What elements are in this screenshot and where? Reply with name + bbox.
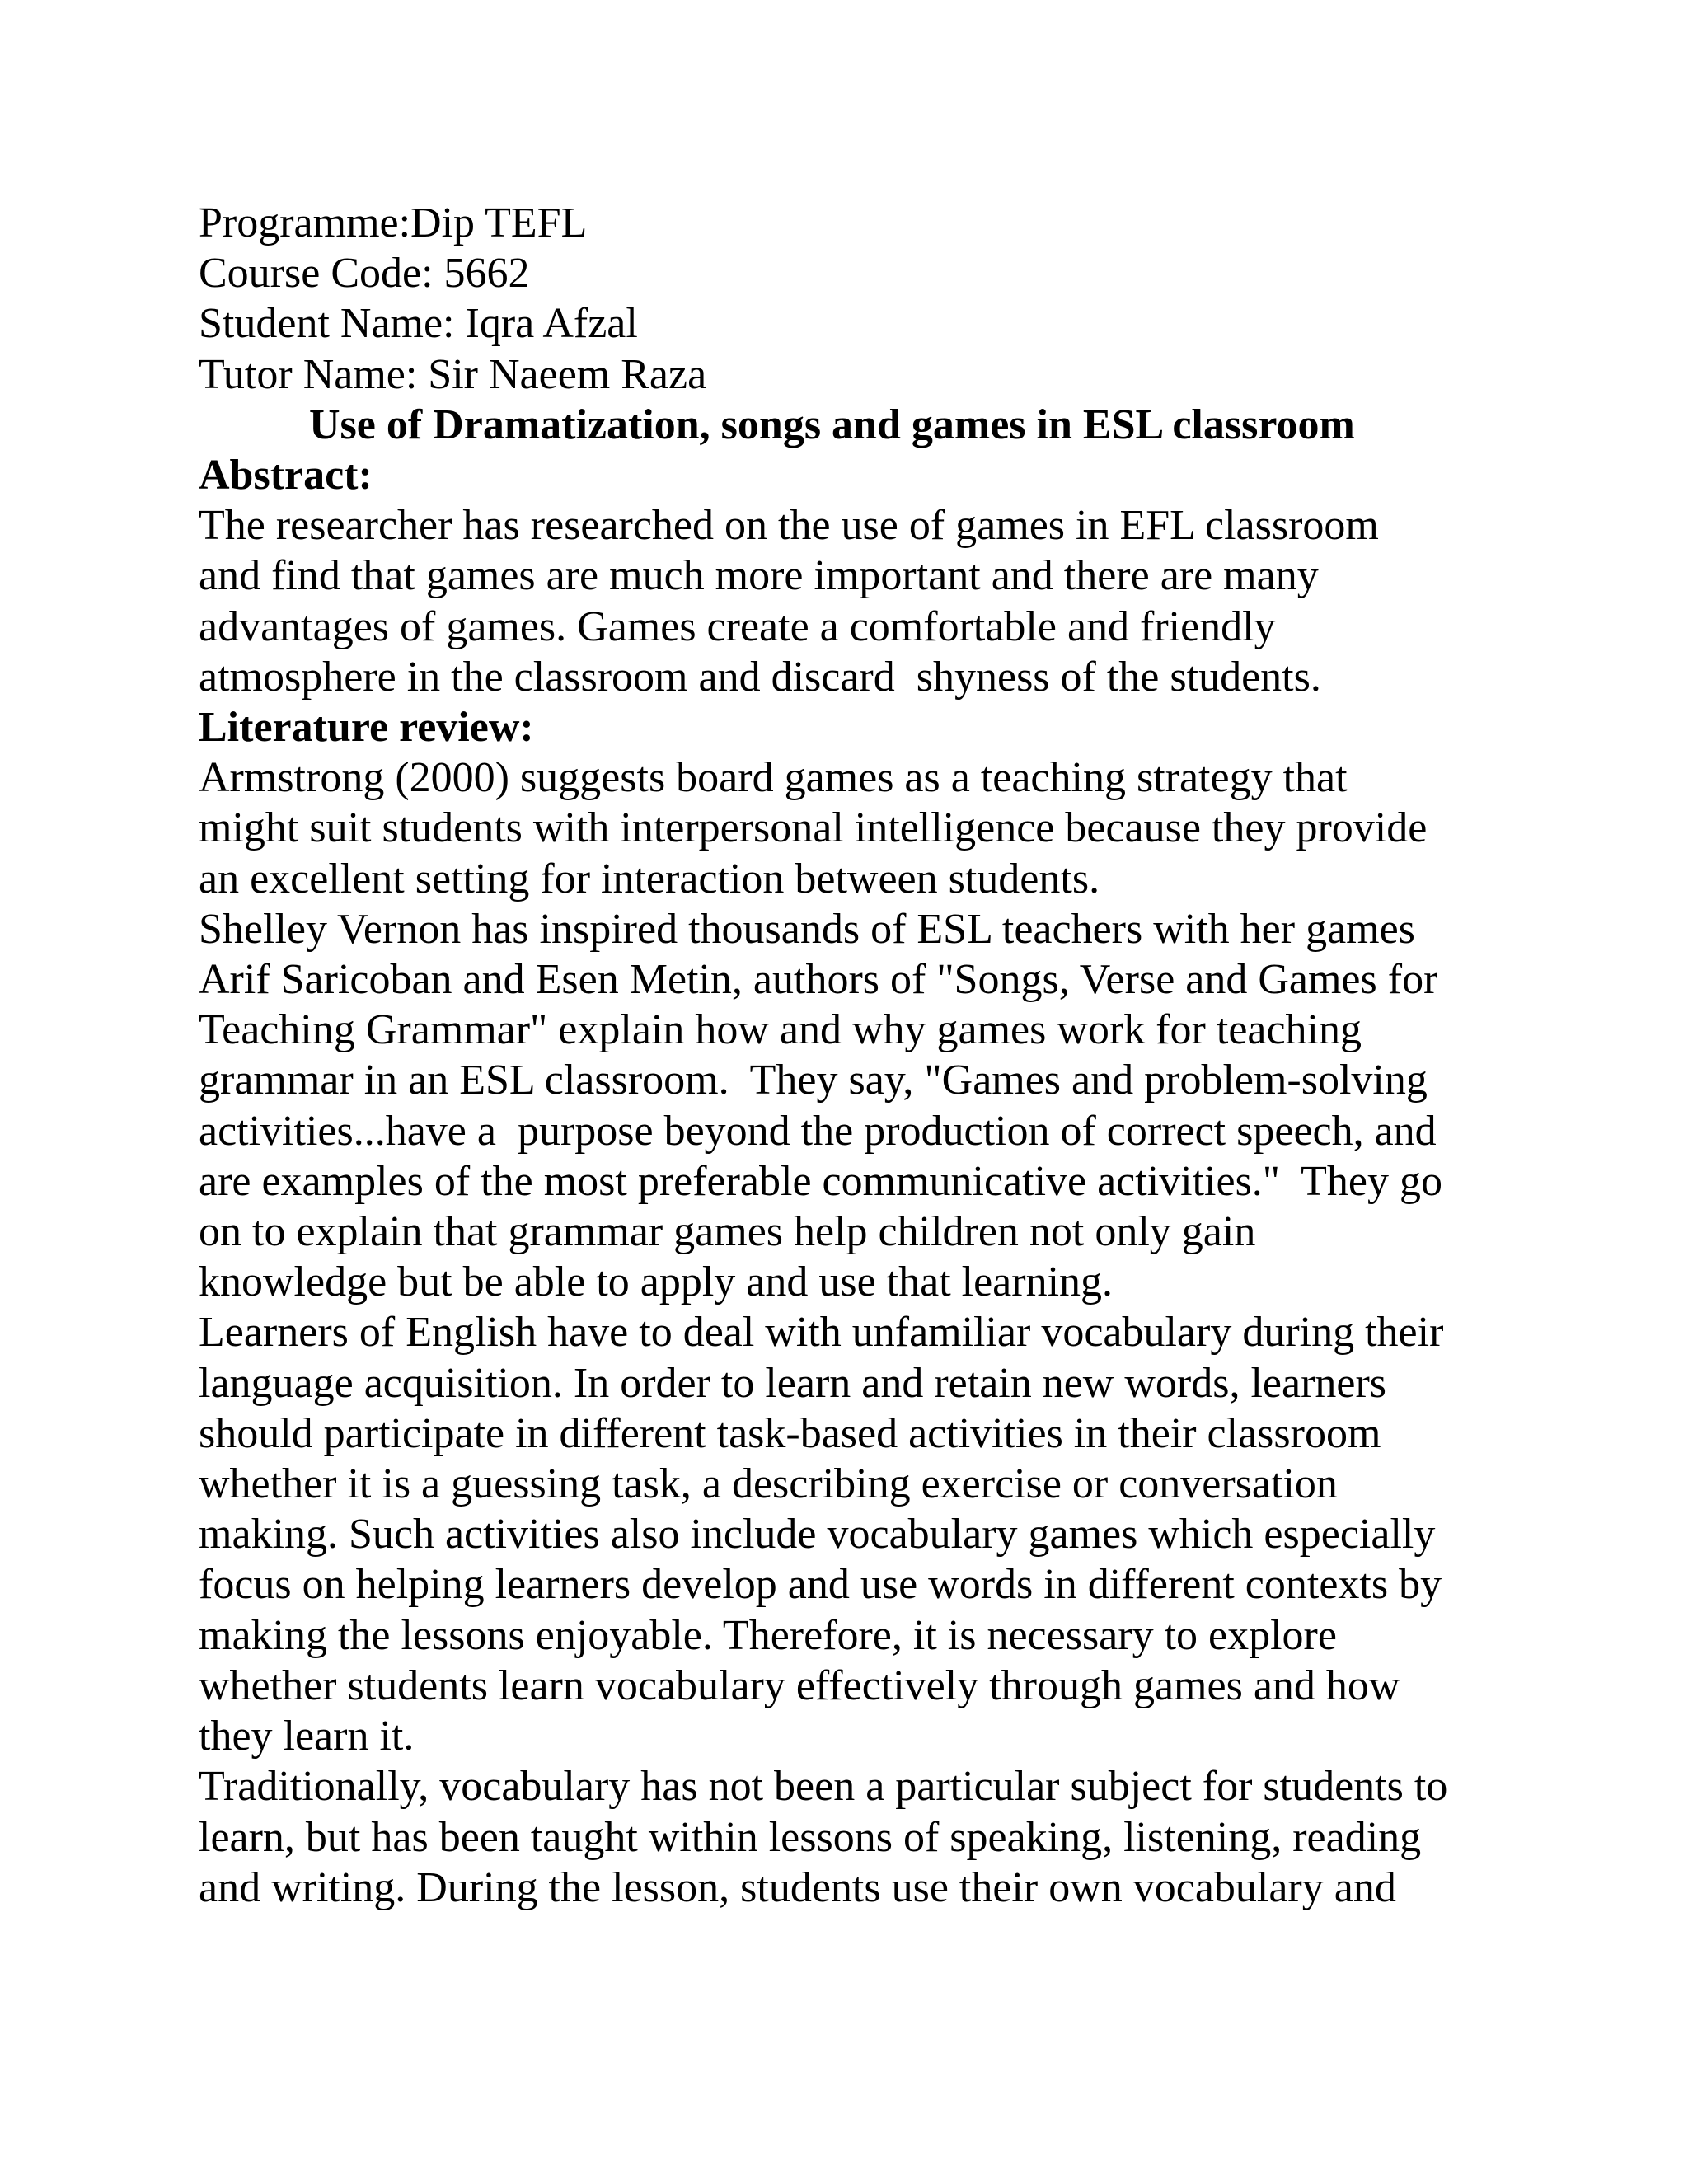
document-title: Use of Dramatization, songs and games in ESL classroom: [309, 401, 1355, 448]
abstract-heading: Abstract:: [199, 452, 373, 499]
literature-line: grammar in an ESL classroom. They say, "Games and problem-solving: [199, 1057, 1428, 1104]
literature-line: making. Such activities also include vocabulary games which especially: [199, 1511, 1436, 1558]
literature-line: Arif Saricoban and Esen Metin, authors of "Songs, Verse and Games for: [199, 956, 1438, 1004]
literature-line: Learners of English have to deal with unfamiliar vocabulary during their: [199, 1309, 1444, 1357]
programme-line: Programme:Dip TEFL: [199, 199, 588, 246]
literature-line: are examples of the most preferable communicative activities." They go: [199, 1157, 1442, 1205]
literature-line: activities...have a purpose beyond the production of correct speech, and: [199, 1107, 1437, 1155]
literature-line: and writing. During the lesson, students use their own vocabulary and: [199, 1863, 1396, 1911]
abstract-line: advantages of games. Games create a comfortable and friendly: [199, 602, 1276, 650]
abstract-line: atmosphere in the classroom and discard shyness of the students.: [199, 653, 1321, 701]
literature-line: focus on helping learners develop and use words in different contexts by: [199, 1561, 1442, 1609]
document-body: [199, 198, 1534, 1913]
literature-line: Armstrong (2000) suggests board games as a teaching strategy that: [199, 754, 1348, 802]
literature-line: knowledge but be able to apply and use that learning.: [199, 1258, 1114, 1306]
literature-line: learn, but has been taught within lessons of speaking, listening, reading: [199, 1813, 1422, 1861]
abstract-line: The researcher has researched on the use of games in EFL classroom: [199, 502, 1379, 550]
literature-line: Traditionally, vocabulary has not been a particular subject for students to: [199, 1763, 1448, 1811]
literature-line: Shelley Vernon has inspired thousands of ESL teachers with her games: [199, 905, 1415, 953]
abstract-line: and find that games are much more important and there are many: [199, 552, 1319, 600]
literature-line: should participate in different task-based activities in their classroom: [199, 1409, 1381, 1457]
student-name-line: Student Name: Iqra Afzal: [199, 300, 638, 348]
literature-line: whether students learn vocabulary effectively through games and how: [199, 1661, 1400, 1709]
literature-line: might suit students with interpersonal intelligence because they provide: [199, 804, 1428, 852]
literature-line: on to explain that grammar games help children not only gain: [199, 1208, 1256, 1256]
course-code-line: Course Code: 5662: [199, 250, 530, 298]
literature-line: they learn it.: [199, 1713, 415, 1760]
literature-review-heading: Literature review:: [199, 704, 534, 752]
literature-line: Teaching Grammar" explain how and why games work for teaching: [199, 1006, 1362, 1054]
literature-line: an excellent setting for interaction between students.: [199, 855, 1100, 902]
literature-line: whether it is a guessing task, a describing exercise or conversation: [199, 1460, 1338, 1508]
literature-line: making the lessons enjoyable. Therefore, it is necessary to explore: [199, 1611, 1337, 1659]
tutor-name-line: Tutor Name: Sir Naeem Raza: [199, 350, 707, 398]
literature-line: language acquisition. In order to learn and retain new words, learners: [199, 1359, 1387, 1407]
